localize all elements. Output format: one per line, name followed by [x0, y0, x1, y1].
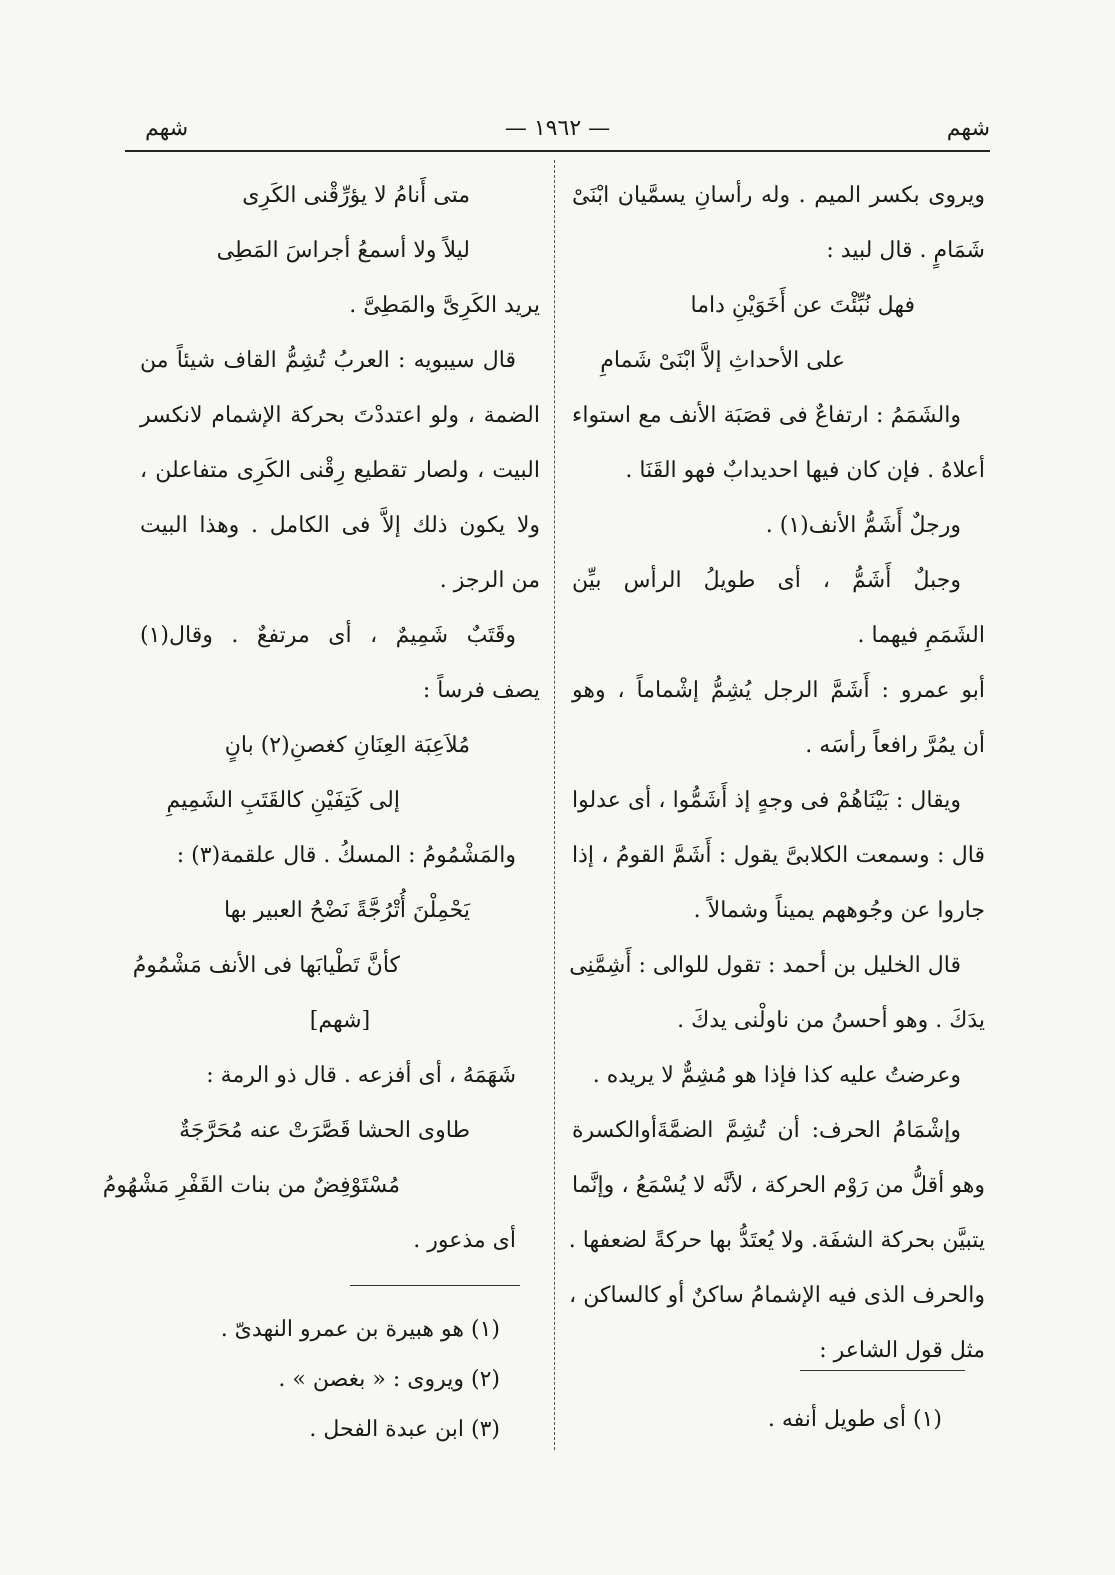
text-line: ويروى بكسر الميم . وله رأسانِ يسمَّيان ابْنَىْ: [572, 183, 985, 208]
text-line: والمَشْمُومُ : المسكُ . قال علقمة(٣) :: [176, 843, 516, 868]
text-line: وهو أقلُّ من رَوْم الحركة ، لأنَّه لا يُسْمَعُ ، وإنَّما: [572, 1173, 985, 1198]
text-line: ويقال : بَيْنَاهُمْ فى وجهٍ إذ أَشَمُّوا ، أى عدلوا: [572, 788, 961, 813]
text-line: شَهَمَهُ ، أى أفزعه . قال ذو الرمة :: [206, 1063, 516, 1088]
verse-line: مُلاَعِبَة العِنَانِ كغصنِ(٢) بانٍ: [224, 733, 470, 758]
text-line: البيت ، ولصار تقطيع رِقْنى الكَرِى متفاعلن ،: [140, 458, 540, 483]
text-line: أعلاهُ . فإن كان فيها احديدابٌ فهو القَنَا .: [625, 458, 985, 483]
right-column: [568, 168, 985, 1378]
text-line: والشَمَمُ : ارتفاعٌ فى قصَبَة الأنف مع استواء: [572, 403, 961, 428]
header-left-title: شهم: [145, 116, 189, 141]
text-line: قال : وسمعت الكلابىَّ يقول : أَشَمَّ القومُ ، إذا: [572, 843, 985, 868]
verse-line: على الأحداثِ إلاَّ ابْنَىْ شَمامِ: [600, 348, 845, 373]
verse-line: طاوى الحشا قَصَّرَتْ عنه مُحَرَّجَةٌ: [179, 1118, 470, 1143]
text-line: جاروا عن وجُوههم يميناً وشمالاً .: [693, 898, 985, 923]
text-line: الشَمَمِ فيهما .: [857, 623, 985, 648]
verse-line: فهل نُبِّئْتَ عن أَخَوَيْنِ داما: [690, 293, 915, 318]
text-line: من الرجز .: [439, 568, 540, 593]
text-line: مثل قول الشاعر :: [819, 1338, 985, 1363]
verse-line: كأنَّ تَطْيابَها فى الأنف مَشْمُومُ: [132, 953, 400, 978]
footnote: (١) أى طويل أنفه .: [767, 1407, 942, 1432]
verse-line: إلى كَتِفَيْنِ كالقَتَبِ الشَمِيمِ: [166, 788, 400, 813]
text-line: قال سيبويه : العربُ تُشِمُّ القاف شيئاً من: [140, 348, 516, 373]
running-header: [125, 110, 990, 152]
footnotes-left: [180, 1305, 500, 1455]
text-line: وجبلٌ أَشَمُّ ، أى طويلُ الرأس بيِّن: [572, 568, 961, 593]
text-line: قال الخليل بن أحمد : تقول للوالى : أَشِمَّنِى: [569, 953, 961, 978]
verse-line: مُسْتَوْفِضٌ من بنات القَفْرِ مَشْهُومُ: [102, 1173, 400, 1198]
footnote-rule: [800, 1370, 965, 1371]
footnote: (٢) ويروى : « بغصن » .: [278, 1367, 500, 1392]
verse-line: يَحْمِلْنَ أُتْرُجَّةً نَضْحُ العبير بها: [223, 898, 470, 923]
footnote-rule: [350, 1285, 520, 1286]
text-line: ولا يكون ذلك إلاَّ فى الكامل . وهذا البيت: [140, 513, 540, 538]
entry-heading: [شهم]: [309, 1008, 371, 1033]
header-right-title: شهم: [946, 116, 990, 141]
column-divider: [554, 160, 555, 1450]
verse-line: ليلاً ولا أسمعُ أجراسَ المَطِى: [216, 238, 470, 263]
text-line: أى مذعور .: [413, 1228, 516, 1253]
text-line: أن يمُرَّ رافعاً رأسَه .: [805, 733, 985, 758]
text-line: يصف فرساً :: [422, 678, 540, 703]
page-number: — ١٩٦٢ —: [504, 116, 611, 141]
text-line: شَمَامٍ . قال لبيد :: [826, 238, 985, 263]
text-line: وإشْمَامُ الحرف: أن تُشِمَّ الضمَّةَأوالكسرة: [572, 1118, 961, 1143]
footnote: (١) هو هبيرة بن عمرو النهدىّ .: [220, 1317, 500, 1342]
text-line: ورجلٌ أَشَمُّ الأنف(١) .: [765, 513, 961, 538]
text-line: يدَكَ . وهو أحسنُ من ناولْنى يدكَ .: [677, 1008, 985, 1033]
text-line: يتبيَّن بحركة الشفَة. ولا يُعتَدُّ بها حركةً لضعفها .: [568, 1228, 985, 1253]
text-line: وقَتَبٌ شَمِيمٌ ، أى مرتفعٌ . وقال(١): [140, 623, 516, 648]
left-column: [102, 168, 540, 1268]
text-line: الضمة ، ولو اعتددْتَ بحركة الإشمام لانكسر: [140, 403, 540, 428]
footnote: (٣) ابن عبدة الفحل .: [309, 1417, 500, 1442]
text-line: والحرف الذى فيه الإشمامُ ساكنٌ أو كالساكن ،: [569, 1283, 985, 1308]
text-line: وعرضتُ عليه كذا فإذا هو مُشِمٌّ لا يريده .: [592, 1063, 961, 1088]
text-line: يريد الكَرِىَّ والمَطِىَّ .: [349, 293, 540, 318]
footnotes-right: [572, 1395, 942, 1445]
verse-line: متى أَنامُ لا يؤرِّقْنى الكَرِى: [242, 183, 470, 208]
text-line: أبو عمرو : أَشَمَّ الرجل يُشِمُّ إشْماماً ، وهو: [572, 678, 985, 703]
